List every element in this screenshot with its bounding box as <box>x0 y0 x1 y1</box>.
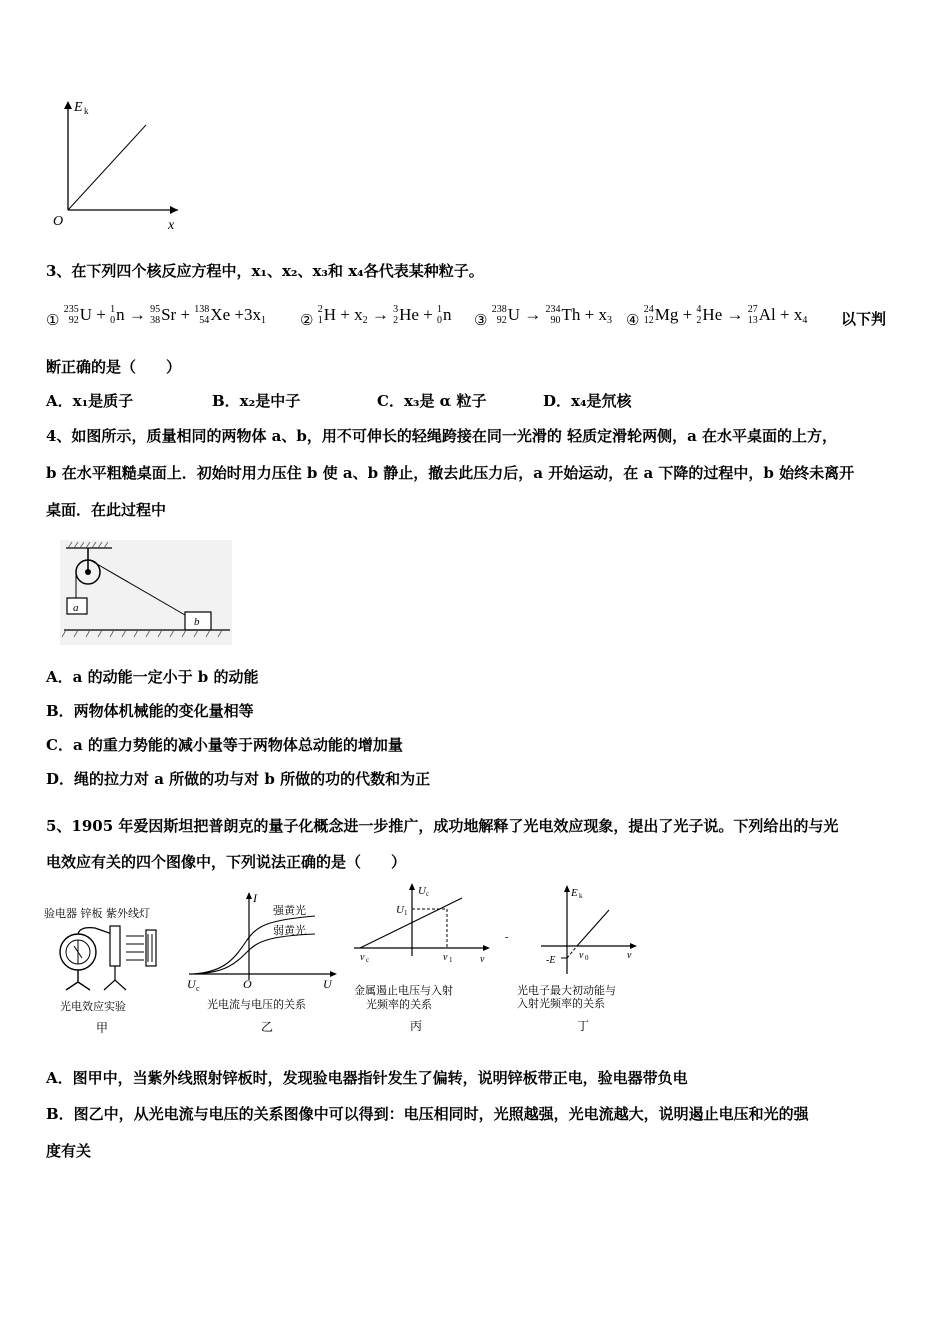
svg-text:U: U <box>323 977 332 991</box>
svg-text:k: k <box>84 106 89 116</box>
svg-text:I: I <box>253 891 257 905</box>
svg-text:ν: ν <box>360 952 365 963</box>
q4-option-a[interactable]: A．a 的动能一定小于 b 的动能 <box>46 668 259 686</box>
q3-option-b[interactable]: B．x₂是中子 <box>212 392 301 410</box>
q3-option-c[interactable]: C．x₃是 α 粒子 <box>377 392 487 410</box>
svg-text:光电子最大初动能与: 光电子最大初动能与 <box>517 984 616 997</box>
svg-text:E: E <box>571 887 578 899</box>
q5-stem-line2: 电效应有关的四个图像中，下列说法正确的是（ ） <box>46 853 407 871</box>
q3-stem-tail: 以下判 <box>841 310 887 328</box>
reaction-4: ④ 24 12 Mg + 4 2 He → 27 13 $Al + x_4$ <box>626 304 808 329</box>
svg-text:光电流与电压的关系: 光电流与电压的关系 <box>207 998 306 1011</box>
q3-stem-continue: 断正确的是（ ） <box>46 358 182 376</box>
ek-label: E <box>74 100 83 115</box>
svg-text:U: U <box>418 885 426 897</box>
pulley-figure <box>60 540 232 645</box>
svg-text:验电器 锌板 紫外线灯: 验电器 锌板 紫外线灯 <box>44 907 150 920</box>
svg-text:k: k <box>579 892 583 900</box>
svg-text:c: c <box>196 984 200 993</box>
figure-jia <box>40 900 190 1038</box>
q3-option-d[interactable]: D．x₄是氘核 <box>543 392 632 410</box>
svg-text:c: c <box>426 890 430 898</box>
svg-text:1: 1 <box>449 956 453 964</box>
svg-text:U: U <box>396 904 404 916</box>
q4-stem-line3: 桌面．在此过程中 <box>46 501 167 519</box>
svg-text:U: U <box>187 977 196 991</box>
reaction-2: ② 2 1 $H + x_2$ → 3 2 He + 1 0 n <box>300 304 452 329</box>
svg-text:光电效应实验: 光电效应实验 <box>60 1000 126 1013</box>
q4-stem-line1: 4、如图所示，质量相同的两物体 a、b，用不可伸长的轻绳跨接在同一光滑的 轻质定滑轮两侧，a 在水平桌面的上方， <box>46 427 838 445</box>
q3-reactions <box>46 292 896 332</box>
svg-text:丁: 丁 <box>577 1019 590 1033</box>
svg-text:ν: ν <box>579 950 584 961</box>
q4-option-c[interactable]: C．a 的重力势能的减小量等于两物体总动能的增加量 <box>46 736 403 754</box>
x-label: x <box>168 218 175 233</box>
ek-x-graph <box>50 95 190 235</box>
q5-option-b-line2[interactable]: 度有关 <box>46 1142 92 1160</box>
figure-bing <box>350 878 495 1038</box>
svg-text:丙: 丙 <box>410 1019 423 1033</box>
svg-text:金属遏止电压与入射: 金属遏止电压与入射 <box>354 984 453 997</box>
svg-text:b: b <box>194 616 200 628</box>
q3-stem: 3、在下列四个核反应方程中，x₁、x₂、x₃和 x₄各代表某种粒子。 <box>46 262 484 280</box>
svg-text:入射光频率的关系: 入射光频率的关系 <box>517 997 605 1010</box>
svg-text:光频率的关系: 光频率的关系 <box>366 998 432 1011</box>
svg-text:强黄光: 强黄光 <box>273 904 306 917</box>
svg-text:-: - <box>505 932 509 943</box>
svg-text:ν: ν <box>627 950 632 961</box>
q5-option-a[interactable]: A．图甲中，当紫外线照射锌板时，发现验电器指针发生了偏转，说明锌板带正电，验电器带负电 <box>46 1069 688 1087</box>
reaction-1: ① 235 92 U + 1 0 n → 95 38 Sr + 138 54 $Xe +3x_1$ <box>46 304 266 329</box>
reaction-3: ③ 238 92 U → 234 90 $Th + x_3$ <box>474 304 612 329</box>
q4-stem-line2: b 在水平粗糙桌面上．初始时用力压住 b 使 a、b 静止，撤去此压力后，a 开始运动，在 a 下降的过程中，b 始终未离开 <box>46 464 855 482</box>
svg-text:弱黄光: 弱黄光 <box>273 924 306 937</box>
svg-text:0: 0 <box>585 954 589 962</box>
q4-option-d[interactable]: D．绳的拉力对 a 所做的功与对 b 所做的功的代数和为正 <box>46 770 431 788</box>
q5-stem-line1: 5、1905 年爱因斯坦把普朗克的量子化概念进一步推广，成功地解释了光电效应现象，提出了光子说。下列给出的与光 <box>46 817 839 835</box>
svg-text:c: c <box>366 956 370 964</box>
svg-text:乙: 乙 <box>261 1020 274 1034</box>
svg-text:1: 1 <box>404 909 408 917</box>
origin-label: O <box>53 214 64 229</box>
svg-text:O: O <box>243 977 252 991</box>
svg-text:-E: -E <box>546 955 556 966</box>
figure-yi <box>185 888 340 1038</box>
svg-text:ν: ν <box>480 954 485 965</box>
svg-text:ν: ν <box>443 952 448 963</box>
q4-option-b[interactable]: B．两物体机械能的变化量相等 <box>46 702 254 720</box>
figure-ding <box>505 880 640 1038</box>
svg-text:甲: 甲 <box>96 1021 109 1035</box>
svg-text:a: a <box>73 602 79 614</box>
q3-option-a[interactable]: A．x₁是质子 <box>46 392 134 410</box>
q5-option-b-line1[interactable]: B．图乙中，从光电流与电压的关系图像中可以得到：电压相同时，光照越强，光电流越大，说明遏止电压和光的强 <box>46 1105 809 1123</box>
